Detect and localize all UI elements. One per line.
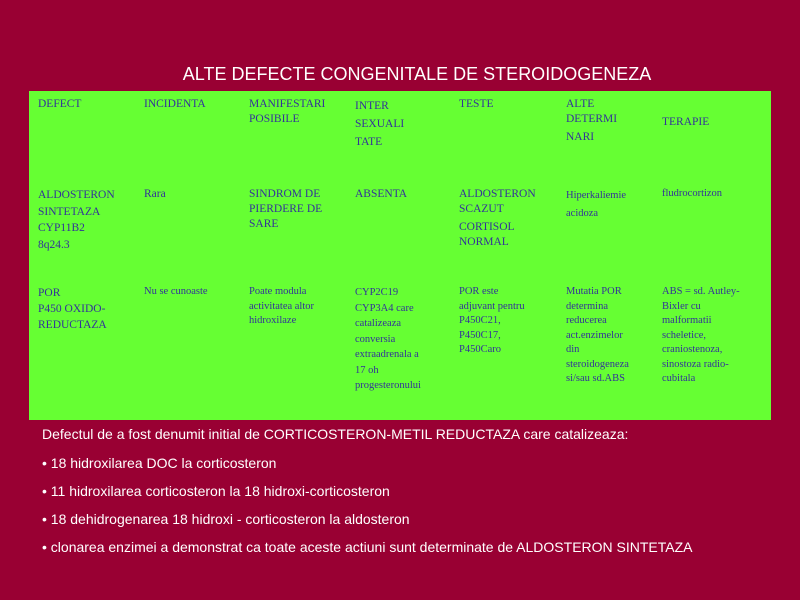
- header-alte-determinari: ALTE DETERMI NARI: [566, 98, 618, 143]
- header-teste: TESTE: [459, 98, 494, 110]
- header-intersexualitate: INTER SEXUALI TATE: [355, 100, 405, 148]
- header-terapie: TERAPIE: [662, 116, 710, 128]
- bullet-item: • 18 hidroxilarea DOC la corticosteron: [42, 455, 277, 471]
- row1-teste: ALDOSTERON SCAZUT CORTISOL NORMAL: [459, 188, 536, 248]
- row2-terapie: ABS = sd. Autley- Bixler cu malformatii scheletice, craniostenoza, sinostoza radio- cubitala: [662, 286, 740, 384]
- row2-manifestari: Poate modula activitatea altor hidroxilaze: [249, 286, 315, 326]
- row2-alte-determinari: Mutatia POR determina reducerea act.enzimelor din steroidogeneza si/sau sd.ABS: [566, 286, 629, 384]
- header-defect: DEFECT: [38, 98, 82, 110]
- bullet-item: • 18 dehidrogenarea 18 hidroxi - corticosteron la aldosteron: [42, 511, 410, 527]
- row2-defect: POR P450 OXIDO- REDUCTAZA: [38, 287, 107, 331]
- row1-alte-determinari: Hiperkaliemie acidoza: [566, 190, 627, 219]
- row2-intersexualitate: CYP2C19 CYP3A4 care catalizeaza conversia extraadrenala a 17 oh progesteronului: [355, 287, 421, 391]
- header-incidenta: INCIDENTA: [144, 98, 206, 110]
- row1-incidenta: Rara: [144, 188, 166, 200]
- notes-intro: Defectul de a fost denumit initial de CORTICOSTERON-METIL REDUCTAZA care catalizeaza:: [42, 426, 629, 442]
- row1-terapie: fludrocortizon: [662, 188, 723, 199]
- row2-teste: POR este adjuvant pentru P450C21, P450C17, P450Caro: [459, 286, 525, 355]
- bullet-item: • clonarea enzimei a demonstrat ca toate aceste actiuni sunt determinate de ALDOSTERON SINTETAZA: [42, 539, 693, 555]
- row2-incidenta: Nu se cunoaste: [144, 286, 208, 297]
- steroidogenesis-table: [29, 91, 771, 420]
- row1-intersexualitate: ABSENTA: [355, 188, 408, 200]
- row1-manifestari: SINDROM DE PIERDERE DE SARE: [249, 188, 323, 230]
- slide-title: ALTE DEFECTE CONGENITALE DE STEROIDOGENEZA: [182, 64, 652, 84]
- row1-defect: ALDOSTERON SINTETAZA CYP11B2 8q24.3: [38, 189, 115, 251]
- bullet-item: • 11 hidroxilarea corticosteron la 18 hidroxi-corticosteron: [42, 483, 390, 499]
- header-manifestari: MANIFESTARI POSIBILE: [249, 98, 326, 125]
